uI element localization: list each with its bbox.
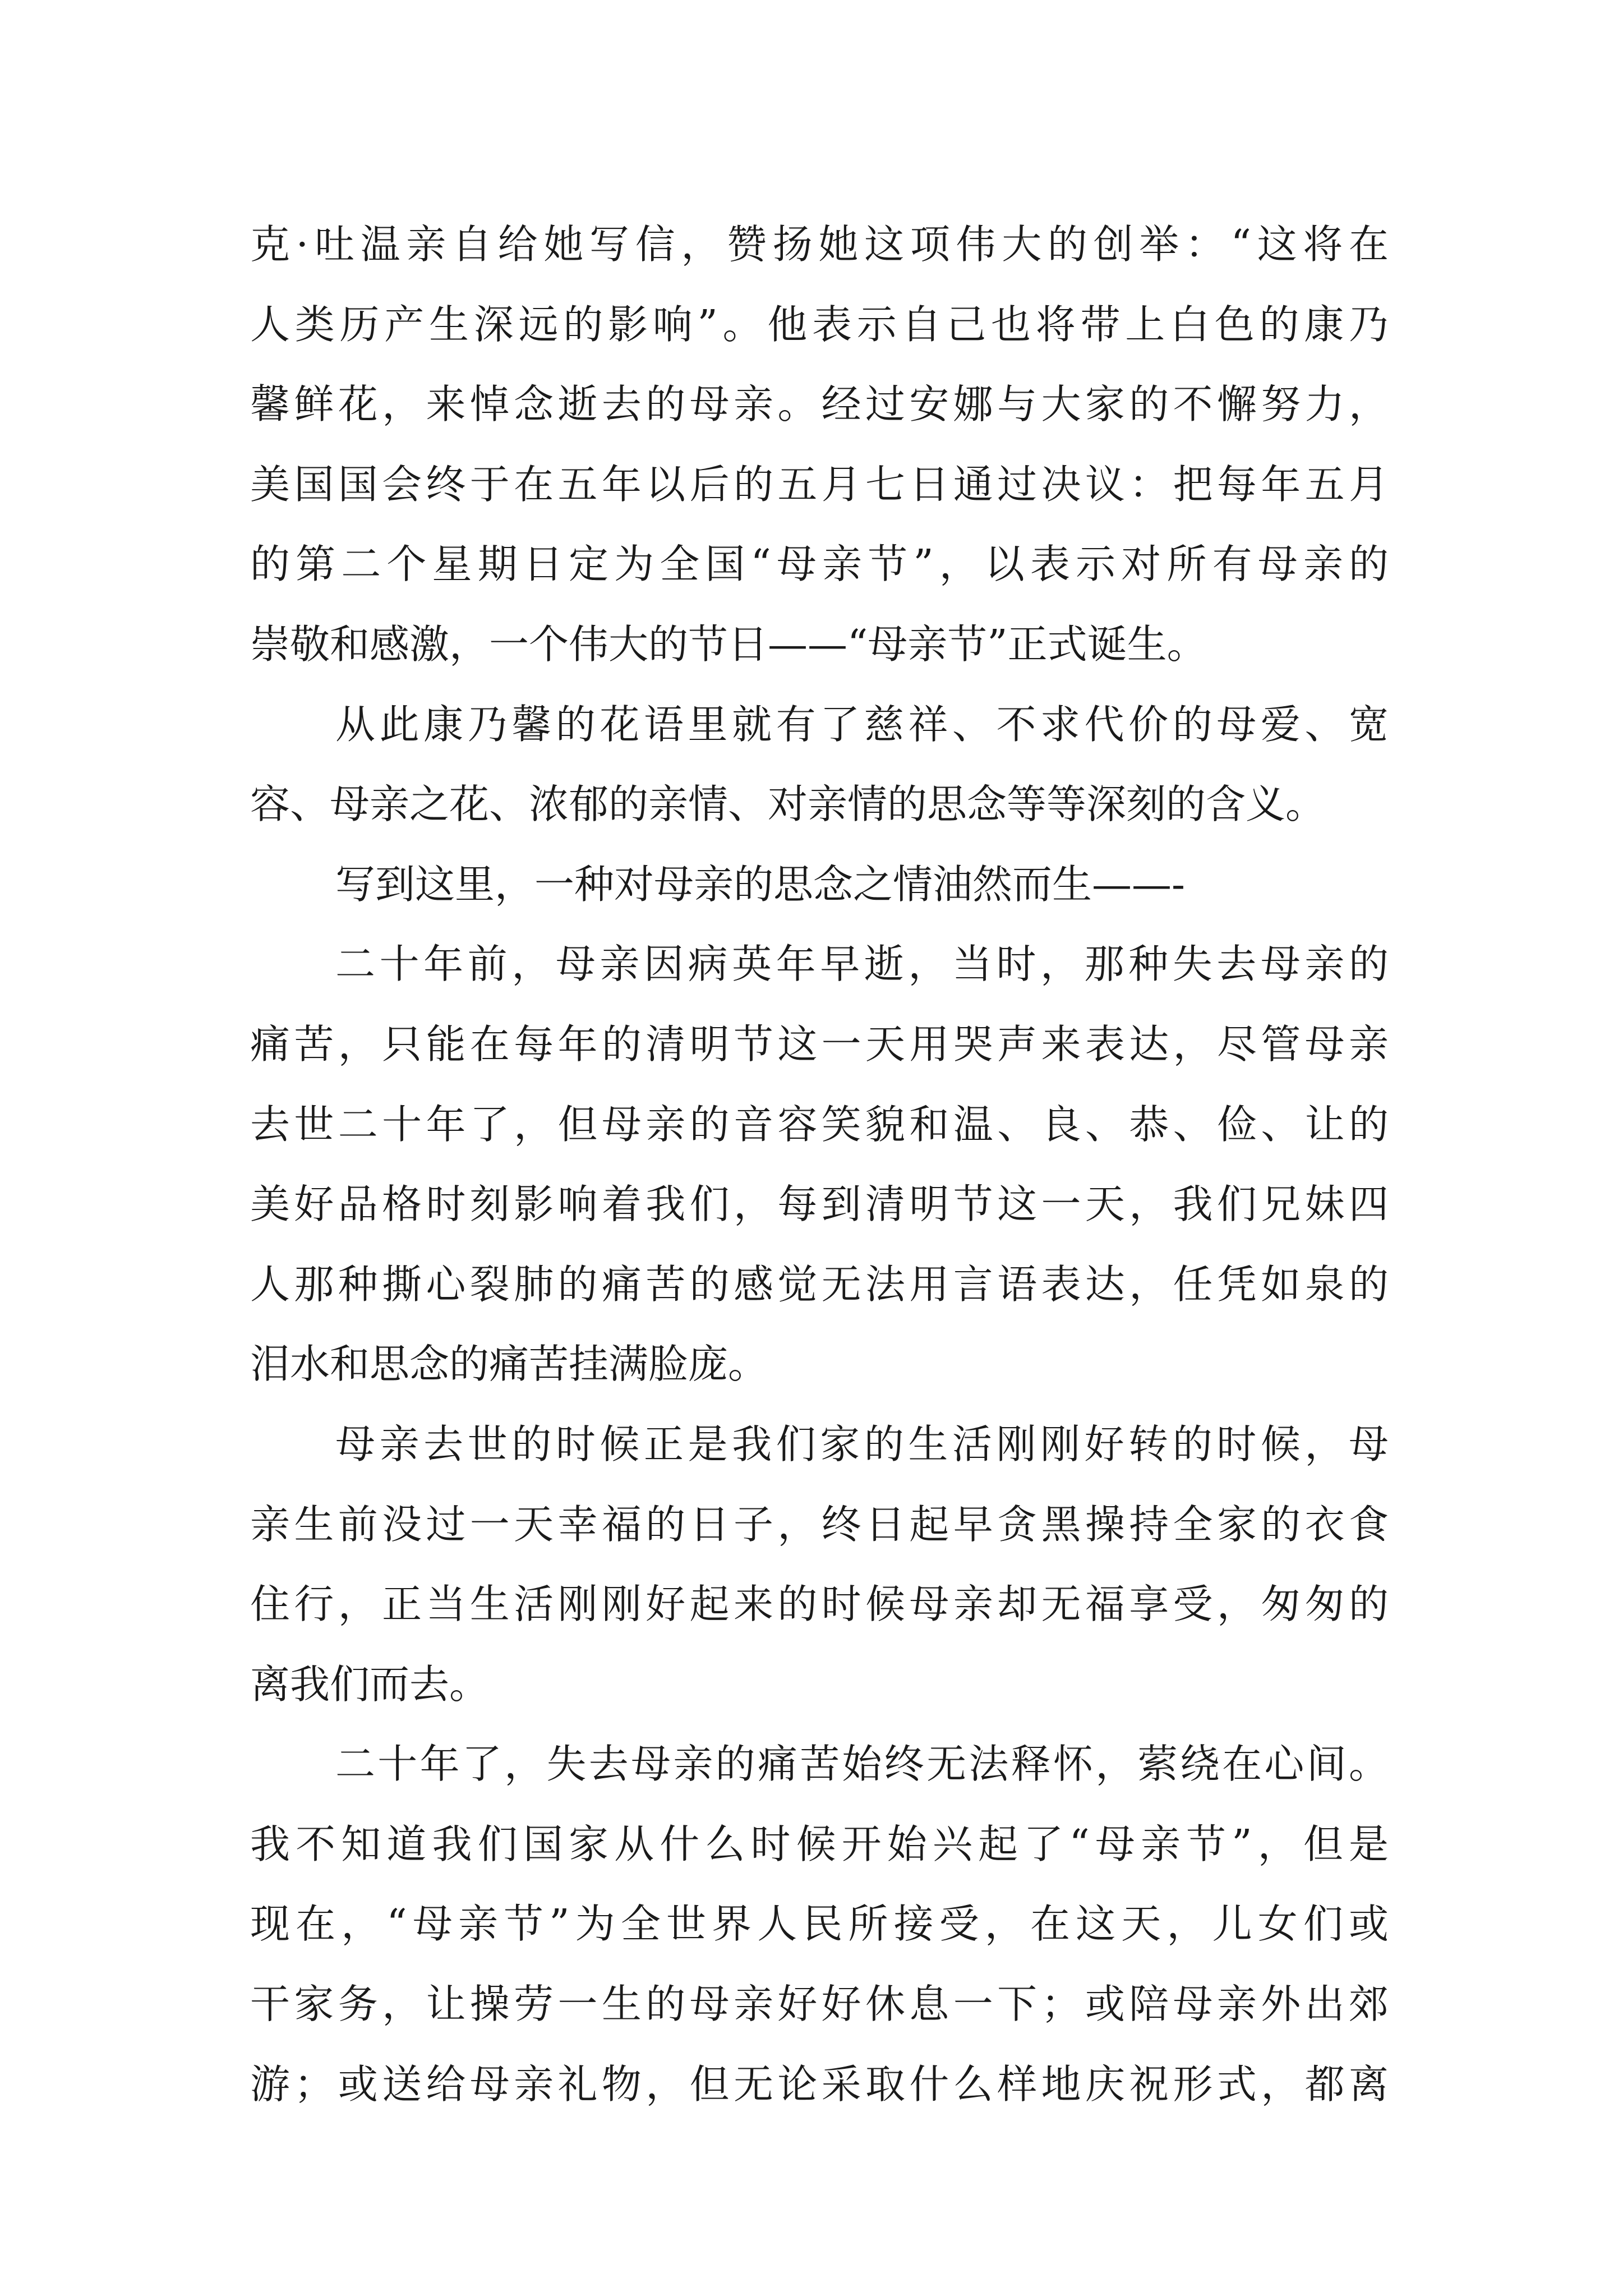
text-line: 去世二十年了，但母亲的音容笑貌和温、良、恭、俭、让的: [250, 1101, 1389, 1148]
text-line: 母亲去世的时候正是我们家的生活刚刚好转的时候，母: [335, 1420, 1389, 1467]
text-line: 人类历产生深远的影响”。他表示自己也将带上白色的康乃: [250, 301, 1389, 348]
paragraph-p4: [250, 924, 1389, 1405]
text-line: 从此康乃馨的花语里就有了慈祥、不求代价的母爱、宽: [335, 701, 1389, 748]
text-line: 崇敬和感激，一个伟大的节日——“母亲节”正式诞生。: [250, 620, 1207, 668]
text-line: 住行，正当生活刚刚好起来的时候母亲却无福享受，匆匆的: [250, 1581, 1389, 1628]
text-line: 容、母亲之花、浓郁的亲情、对亲情的思念等等深刻的含义。: [250, 781, 1326, 828]
text-line: 干家务，让操劳一生的母亲好好休息一下；或陪母亲外出郊: [250, 1981, 1389, 2028]
text-line: 二十年前，母亲因病英年早逝，当时，那种失去母亲的: [335, 941, 1389, 988]
paragraph-p2: [250, 685, 1389, 845]
paragraph-p1: [250, 205, 1389, 685]
paragraph-p5: [250, 1405, 1389, 1724]
text-line: 的第二个星期日定为全国“母亲节”，以表示对所有母亲的: [250, 541, 1389, 588]
text-line: 痛苦，只能在每年的清明节这一天用哭声来表达，尽管母亲: [250, 1020, 1389, 1068]
text-line: 泪水和思念的痛苦挂满脸庞。: [250, 1341, 768, 1388]
text-line: 离我们而去。: [250, 1660, 490, 1708]
text-line: 写到这里，一种对母亲的思念之情油然而生——-: [335, 861, 1185, 908]
body-text: [250, 205, 1389, 2124]
text-line: 亲生前没过一天幸福的日子，终日起早贪黑操持全家的衣食: [250, 1501, 1389, 1548]
text-line: 美好品格时刻影响着我们，每到清明节这一天，我们兄妹四: [250, 1181, 1389, 1228]
text-line: 我不知道我们国家从什么时候开始兴起了“母亲节”，但是: [250, 1820, 1389, 1867]
text-line: 克·吐温亲自给她写信，赞扬她这项伟大的创举：“这将在: [250, 221, 1389, 268]
text-line: 二十年了，失去母亲的痛苦始终无法释怀，萦绕在心间。: [335, 1741, 1389, 1788]
text-line: 现在，“母亲节”为全世界人民所接受，在这天，儿女们或: [250, 1901, 1389, 1948]
text-line: 游；或送给母亲礼物，但无论采取什么样地庆祝形式，都离: [250, 2060, 1389, 2108]
text-line: 美国国会终于在五年以后的五月七日通过决议：把每年五月: [250, 461, 1389, 508]
text-line: 人那种撕心裂肺的痛苦的感觉无法用言语表达，任凭如泉的: [250, 1260, 1389, 1308]
text-line: 馨鲜花，来悼念逝去的母亲。经过安娜与大家的不懈努力，: [250, 381, 1389, 428]
paragraph-p3: [250, 845, 1389, 925]
paragraph-p6: [250, 1724, 1389, 2124]
